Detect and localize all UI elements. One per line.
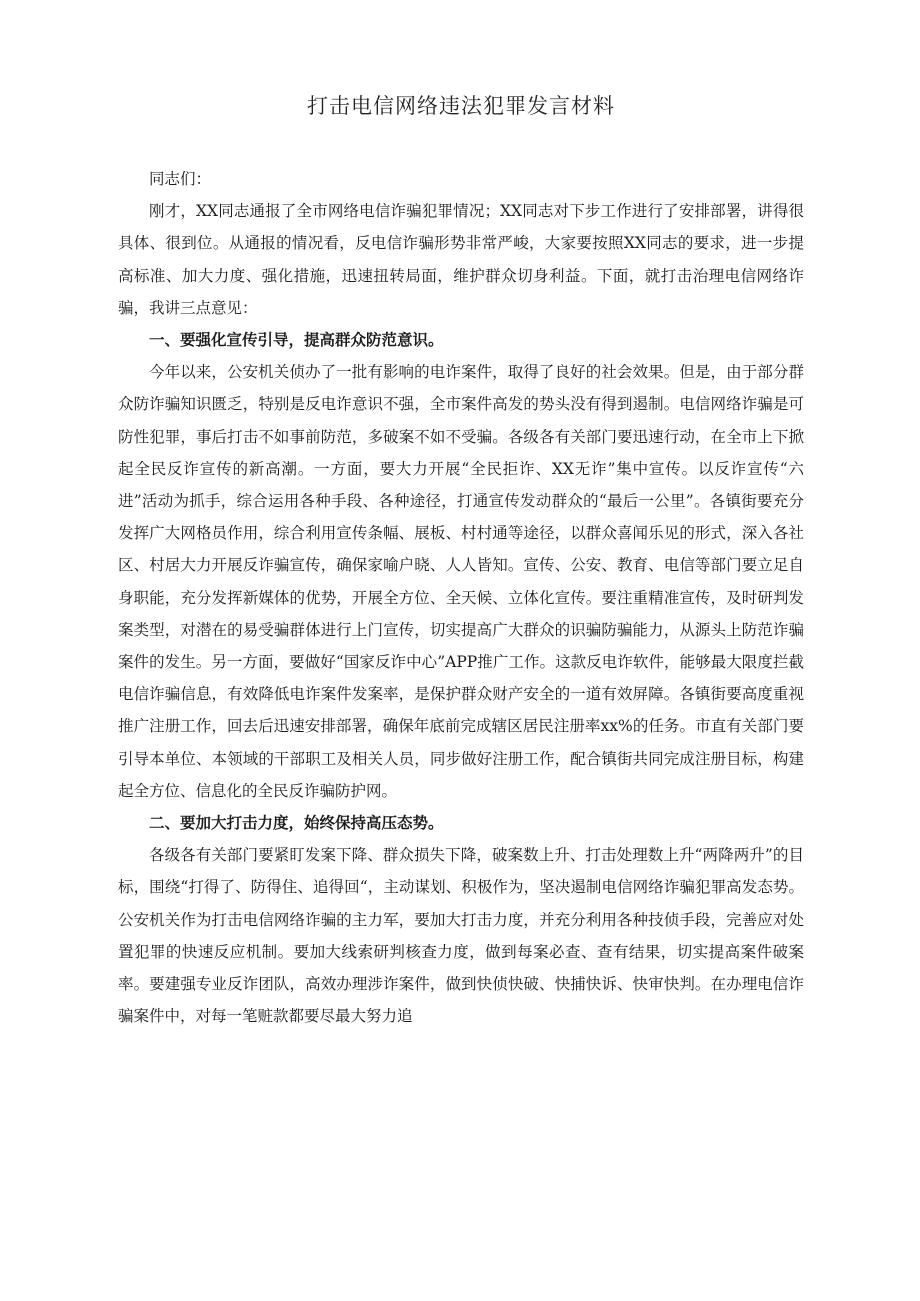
section-2-paragraph: 各级各有关部门要紧盯发案下降、群众损失下降，破案数上升、打击处理数上升“两降两升”的目标，围绕“打得了、防得住、追得回“，主动谋划、积极作为，坚决遏制电信网络诈骗犯罪高发态势。公安机关作为打击电信网络诈骗的主力军，要加大打击力度，并充分利用各种技侦手段，完善应对处置犯罪的快速反应机制。要加大线索研判核查力度，做到每案必查、查有结果，切实提高案件破案率。要建强专业反诈团队，高效办理涉诈案件，做到快侦快破、快捕快诉、快审快判。在办理电信诈骗案件中，对每一笔赃款都要尽最大努力追 xyxy=(118,846,804,1026)
salutation-paragraph: 同志们： xyxy=(149,170,212,188)
section-1-paragraph: 今年以来，公安机关侦办了一批有影响的电诈案件，取得了良好的社会效果。但是，由于部分群众防诈骗知识匮乏，特别是反电诈意识不强，全市案件高发的势头没有得到遏制。电信网络诈骗是可防性犯罪，事后打击不如事前防范，多破案不如不受骗。各级各有关部门要迅速行动，在全市上下掀起全民反诈宣传的新高潮。一方面，要大力开展“全民拒诈、XX无诈”集中宣传。以反诈宣传“六进”活动为抓手，综合运用各种手段、各种途径，打通宣传发动群众的“最后一公里”。各镇街要充分发挥广大网格员作用，综合利用宣传条幅、展板、村村通等途径，以群众喜闻乐见的形式，深入各社区、村居大力开展反诈骗宣传，确保家喻户晓、人人皆知。宣传、公安、教育、电信等部门要立足自身职能，充分发挥新媒体的优势，开展全方位、全天候、立体化宣传。要注重精准宣传，及时研判发案类型，对潜在的易受骗群体进行上门宣传，切实提高广大群众的识骗防骗能力，从源头上防范诈骗案件的发生。另一方面，要做好“国家反诈中心”APP推广工作。这款反电诈软件，能够最大限度拦截电信诈骗信息，有效降低电诈案件发案率，是保护群众财产安全的一道有效屏障。各镇街要高度重视推广注册工作，回去后迅速安排部署，确保年底前完成辖区居民注册率xx%的任务。市直有关部门要引导本单位、本领域的干部职工及相关人员，同步做好注册工作，配合镇街共同完成注册目标，构建起全方位、信息化的全民反诈骗防护网。 xyxy=(118,363,804,800)
intro-paragraph: 刚才，XX同志通报了全市网络电信诈骗犯罪情况；XX同志对下步工作进行了安排部署，讲得很具体、很到位。从通报的情况看，反电信诈骗形势非常严峻，大家要按照XX同志的要求，进一步提高标准、加大力度、强化措施，迅速扭转局面，维护群众切身利益。下面，就打击治理电信网络诈骗，我讲三点意见： xyxy=(118,202,804,317)
document-title: 打击电信网络违法犯罪发言材料 xyxy=(307,94,615,118)
document-body xyxy=(118,163,804,1032)
section-heading-1: 一、要强化宣传引导，提高群众防范意识。 xyxy=(149,330,444,350)
section-heading-2: 二、要加大打击力度，始终保持高压态势。 xyxy=(149,813,444,833)
